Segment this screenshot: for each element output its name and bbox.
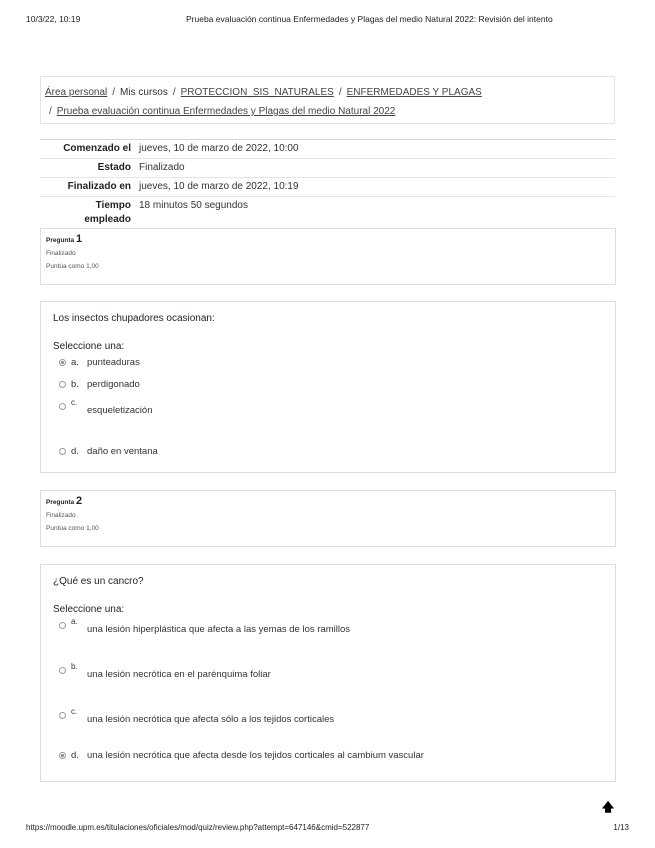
option-text: una lesión necrótica en el parénquima foliar <box>87 669 271 680</box>
breadcrumb-separator: / <box>172 87 176 98</box>
question-grade: Puntúa como 1,00 <box>46 263 99 270</box>
radio-icon[interactable] <box>59 448 66 455</box>
summary-value: Finalizado <box>135 159 615 178</box>
breadcrumb-separator: / <box>49 106 52 117</box>
answer-option-a[interactable] <box>53 617 603 665</box>
summary-row-started <box>40 140 615 159</box>
question-number-value: 1 <box>75 233 83 245</box>
radio-icon[interactable] <box>59 712 66 719</box>
option-text: una lesión necrótica que afecta desde los tejidos corticales al cambium vascular <box>87 750 424 761</box>
answer-option-d[interactable] <box>53 446 603 468</box>
question-1-content <box>40 301 616 473</box>
print-title: Prueba evaluación continua Enfermedades y Plagas del medio Natural 2022: Revisión del intento <box>186 14 553 24</box>
question-state: Finalizado <box>46 250 76 257</box>
question-label: Pregunta <box>46 237 75 244</box>
option-letter: a. <box>71 357 79 368</box>
back-to-top-button[interactable] <box>596 797 620 819</box>
breadcrumb <box>40 76 615 124</box>
option-text: punteaduras <box>87 357 140 368</box>
answer-prompt: Seleccione una: <box>53 604 125 615</box>
option-letter: a. <box>71 617 78 626</box>
arrow-up-icon: 🡅 <box>601 799 615 814</box>
print-date: 10/3/22, 10:19 <box>26 14 81 24</box>
breadcrumb-separator: / <box>112 87 116 98</box>
summary-value: jueves, 10 de marzo de 2022, 10:19 <box>135 178 615 197</box>
option-letter: b. <box>71 662 78 671</box>
radio-icon[interactable] <box>59 622 66 629</box>
breadcrumb-separator: / <box>338 87 342 98</box>
question-number <box>46 233 610 247</box>
answer-option-a[interactable] <box>53 357 603 379</box>
answer-option-b[interactable] <box>53 379 603 401</box>
option-letter: c. <box>71 707 78 716</box>
breadcrumb-area-personal[interactable]: Área personal <box>45 87 108 98</box>
summary-label: Estado <box>40 159 135 178</box>
answer-option-c[interactable] <box>53 398 603 446</box>
question-number <box>46 495 610 509</box>
question-number-value: 2 <box>75 495 83 507</box>
option-text: perdigonado <box>87 379 140 390</box>
summary-row-state <box>40 159 615 178</box>
print-page-number: 1/13 <box>613 823 629 832</box>
print-header <box>0 14 655 28</box>
answer-prompt: Seleccione una: <box>53 341 125 352</box>
breadcrumb-section[interactable]: ENFERMEDADES Y PLAGAS <box>346 87 482 98</box>
summary-label: Comenzado el <box>40 140 135 159</box>
option-letter: d. <box>71 446 79 457</box>
question-label: Pregunta <box>46 499 75 506</box>
radio-selected-icon[interactable] <box>59 359 66 366</box>
option-text: una lesión hiperplástica que afecta a las yemas de los ramillos <box>87 624 350 635</box>
option-text: daño en ventana <box>87 446 158 457</box>
summary-label: Finalizado en <box>40 178 135 197</box>
breadcrumb-course[interactable]: PROTECCION_SIS_NATURALES <box>180 87 334 98</box>
summary-value: jueves, 10 de marzo de 2022, 10:00 <box>135 140 615 159</box>
question-text: ¿Qué es un cancro? <box>53 576 144 587</box>
print-url: https://moodle.upm.es/titulaciones/oficiales/mod/quiz/review.php?attempt=647146&cmid=522877 <box>26 823 370 832</box>
attempt-summary-table <box>40 139 615 229</box>
summary-value: 18 minutos 50 segundos <box>135 197 615 230</box>
radio-icon[interactable] <box>59 403 66 410</box>
answer-option-b[interactable] <box>53 662 603 710</box>
radio-selected-icon[interactable] <box>59 752 66 759</box>
summary-row-time <box>40 197 615 230</box>
summary-label: Tiempo empleado <box>40 197 135 230</box>
print-footer <box>0 823 655 837</box>
breadcrumb-quiz[interactable]: Prueba evaluación continua Enfermedades y Plagas del medio Natural 2022 <box>56 106 396 117</box>
question-2-content <box>40 564 616 782</box>
breadcrumb-mis-cursos[interactable]: Mis cursos <box>120 87 168 98</box>
question-2-info <box>40 490 616 547</box>
option-letter: b. <box>71 379 79 390</box>
question-text: Los insectos chupadores ocasionan: <box>53 313 215 324</box>
answer-option-d[interactable] <box>53 750 603 772</box>
radio-icon[interactable] <box>59 381 66 388</box>
question-state: Finalizado <box>46 512 76 519</box>
summary-row-finished <box>40 178 615 197</box>
question-grade: Puntúa como 1,00 <box>46 525 99 532</box>
answer-option-c[interactable] <box>53 707 603 750</box>
option-letter: d. <box>71 750 79 761</box>
question-1-info <box>40 228 616 285</box>
option-letter: c. <box>71 398 78 407</box>
option-text: esqueletización <box>87 405 153 416</box>
radio-icon[interactable] <box>59 667 66 674</box>
option-text: una lesión necrótica que afecta sólo a los tejidos corticales <box>87 714 335 725</box>
